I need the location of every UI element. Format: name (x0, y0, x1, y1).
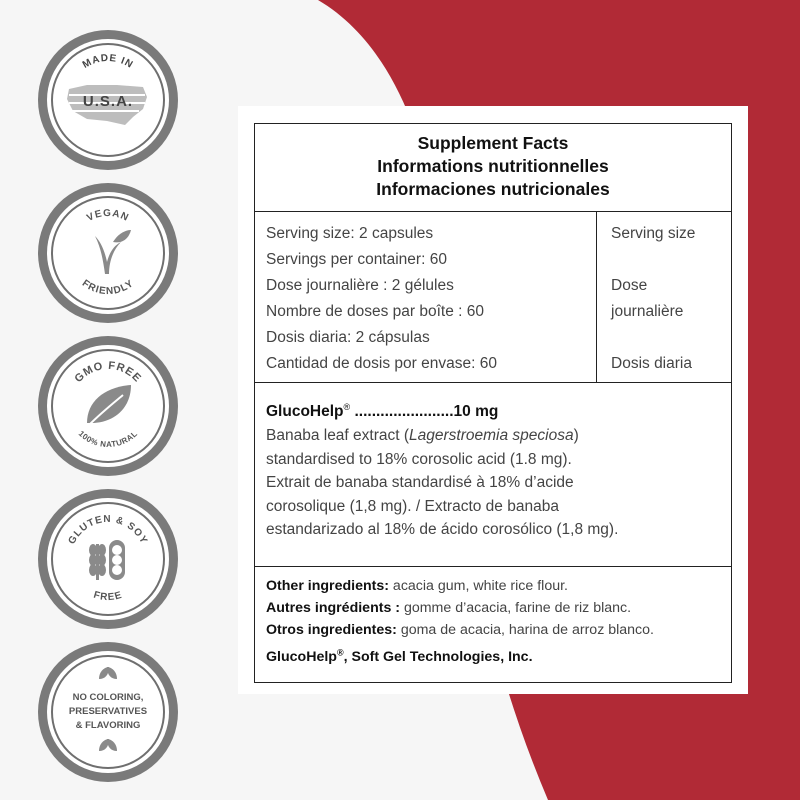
active-ingredient-section (255, 383, 731, 567)
trademark-line (266, 641, 731, 668)
svg-text:GLUTEN & SOY (67, 514, 150, 546)
other-text: acacia gum, white rice flour. (388, 578, 568, 594)
serving-info (255, 212, 597, 382)
wheat-soy-icon (89, 540, 125, 580)
desc-text: ) (573, 427, 579, 445)
desc-line (266, 424, 706, 448)
no-coloring-badge (38, 642, 178, 782)
badge-line-3: & FLAVORING (75, 720, 141, 731)
badge-center-text: U.S.A. (82, 93, 134, 110)
other-text: gomme d’acacia, farine de riz blanc. (400, 600, 632, 616)
ingredient-name: GlucoHelp (266, 403, 344, 421)
serving-header-line (611, 247, 721, 273)
badge-bottom-text: FREE (92, 589, 124, 604)
serving-line: Nombre de doses par boîte : 60 (266, 303, 484, 320)
desc-line: standardised to 18% corosolic acid (1.8 mg). (266, 450, 572, 468)
ingredient-line (266, 395, 731, 424)
leaf-icon (87, 385, 131, 425)
badge-top-text: MADE IN (80, 52, 136, 71)
svg-text:100% NATURAL (77, 429, 140, 449)
gmo-free-badge (38, 336, 178, 476)
badge-line-2: PRESERVATIVES (68, 706, 148, 717)
svg-text:FREE (92, 590, 124, 604)
other-text: goma de acacia, harina de arroz blanco. (396, 622, 654, 638)
badge-top-text: GMO FREE (72, 359, 144, 386)
ingredient-amount: 10 mg (453, 403, 499, 421)
badge-top-text: GLUTEN & SOY (66, 513, 150, 547)
other-label: Other ingredients: (266, 578, 389, 594)
other-es (266, 619, 731, 641)
desc-line: corosolique (1,8 mg). / Extracto de banaba (266, 497, 559, 515)
badge-bottom-text: FRIENDLY (79, 277, 137, 298)
other-fr (266, 597, 731, 619)
registered-mark: ® (343, 402, 351, 412)
title-fr: Informations nutritionnelles (377, 156, 609, 176)
registered-mark: ® (336, 647, 344, 657)
serving-line: Servings per container: 60 (266, 251, 447, 268)
other-en (266, 575, 731, 597)
supplement-facts-table (254, 123, 732, 683)
trademark-name: GlucoHelp (266, 648, 337, 665)
trademark-owner: , Soft Gel Technologies, Inc. (343, 648, 533, 665)
serving-header-line: Dosis diaria (611, 355, 692, 372)
svg-text:MADE IN (81, 53, 135, 71)
serving-header-line: journalière (611, 303, 684, 320)
title-es: Informaciones nutricionales (376, 179, 610, 199)
label-panel (238, 106, 748, 694)
desc-text: Banaba leaf extract ( (266, 427, 410, 445)
other-ingredients-section (255, 567, 731, 668)
desc-line: estandarizado al 18% de ácido corosólico (1,8 mg). (266, 521, 619, 539)
svg-text:FRIENDLY (80, 278, 136, 297)
title-en: Supplement Facts (417, 133, 569, 153)
serving-line: Dose journalière : 2 gélules (266, 277, 454, 294)
serving-line: Serving size: 2 capsules (266, 225, 434, 242)
serving-header-line: Dose (611, 277, 648, 294)
other-label: Otros ingredientes: (266, 622, 397, 638)
other-label: Autres ingrédients : (266, 600, 401, 616)
gluten-soy-free-badge (38, 489, 178, 629)
serving-header-line (611, 325, 721, 351)
vegan-friendly-badge (38, 183, 178, 323)
serving-section (255, 212, 731, 383)
serving-line: Dosis diaria: 2 cápsulas (266, 329, 430, 346)
svg-text:VEGAN (85, 208, 131, 224)
badge-top-text: VEGAN (85, 207, 131, 224)
ingredient-description (266, 424, 706, 542)
dot-leader: ....................... (350, 403, 454, 421)
desc-line: Extrait de banaba standardisé à 18% d’acide (266, 474, 574, 492)
serving-column-header (611, 221, 721, 377)
sprout-icon (95, 230, 131, 274)
facts-header (255, 124, 731, 212)
latin-name: Lagerstroemia speciosa (409, 427, 574, 445)
badge-line-1: NO COLORING, (72, 692, 144, 703)
serving-line: Cantidad de dosis por envase: 60 (266, 355, 497, 372)
svg-text:GMO FREE (72, 360, 143, 385)
badge-bottom-text: 100% NATURAL (76, 429, 140, 450)
serving-header-line: Serving size (611, 225, 696, 242)
made-in-usa-badge (38, 30, 178, 170)
